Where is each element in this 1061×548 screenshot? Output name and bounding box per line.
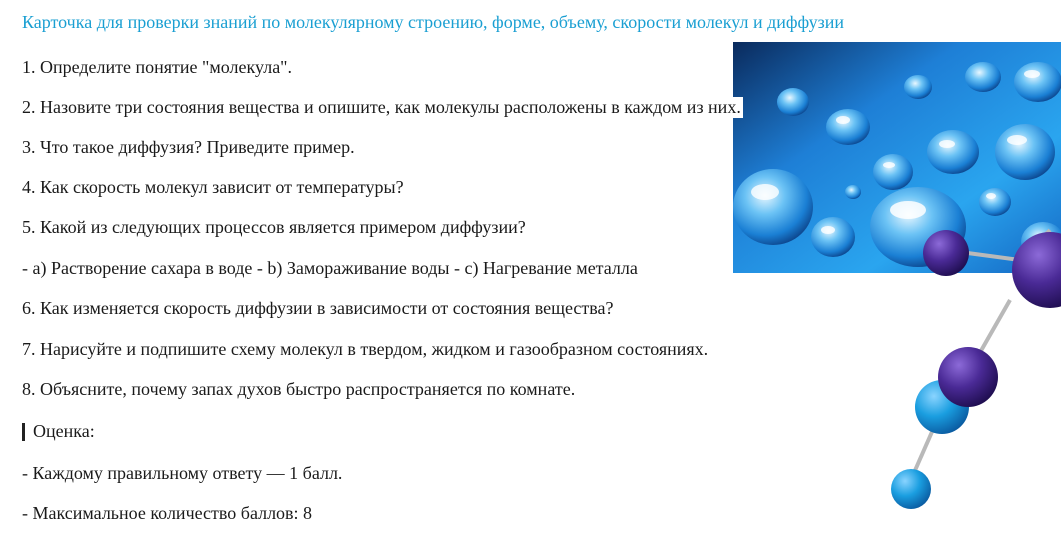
assessment-item-1: - Каждому правильному ответу — 1 балл. (22, 463, 343, 483)
assessment-item-2: - Максимальное количество баллов: 8 (22, 503, 313, 523)
question-3: 3. Что такое диффузия? Приведите пример. (22, 137, 355, 157)
card-title: Карточка для проверки знаний по молекулярному строению, форме, объему, скорости молекул и диффузии (22, 12, 845, 32)
question-8: 8. Объясните, почему запах духов быстро распространяется по комнате. (22, 379, 576, 399)
question-5-options: - a) Растворение сахара в воде - b) Замораживание воды - c) Нагревание металла (22, 258, 638, 278)
question-6: 6. Как изменяется скорость диффузии в зависимости от состояния вещества? (22, 298, 614, 318)
question-7: 7. Нарисуйте и подпишите схему молекул в твердом, жидком и газообразном состояниях. (22, 339, 709, 359)
assessment-marker (22, 423, 25, 441)
assessment-heading: Оценка: (33, 421, 95, 441)
question-1: 1. Определите понятие "молекула". (22, 57, 293, 77)
question-4: 4. Как скорость молекул зависит от температуры? (22, 177, 404, 197)
question-5: 5. Какой из следующих процессов является примером диффузии? (22, 217, 526, 237)
molecule-model-illustration (880, 220, 1061, 520)
question-2: 2. Назовите три состояния вещества и опишите, как молекулы расположены в каждом из них. (22, 97, 741, 117)
